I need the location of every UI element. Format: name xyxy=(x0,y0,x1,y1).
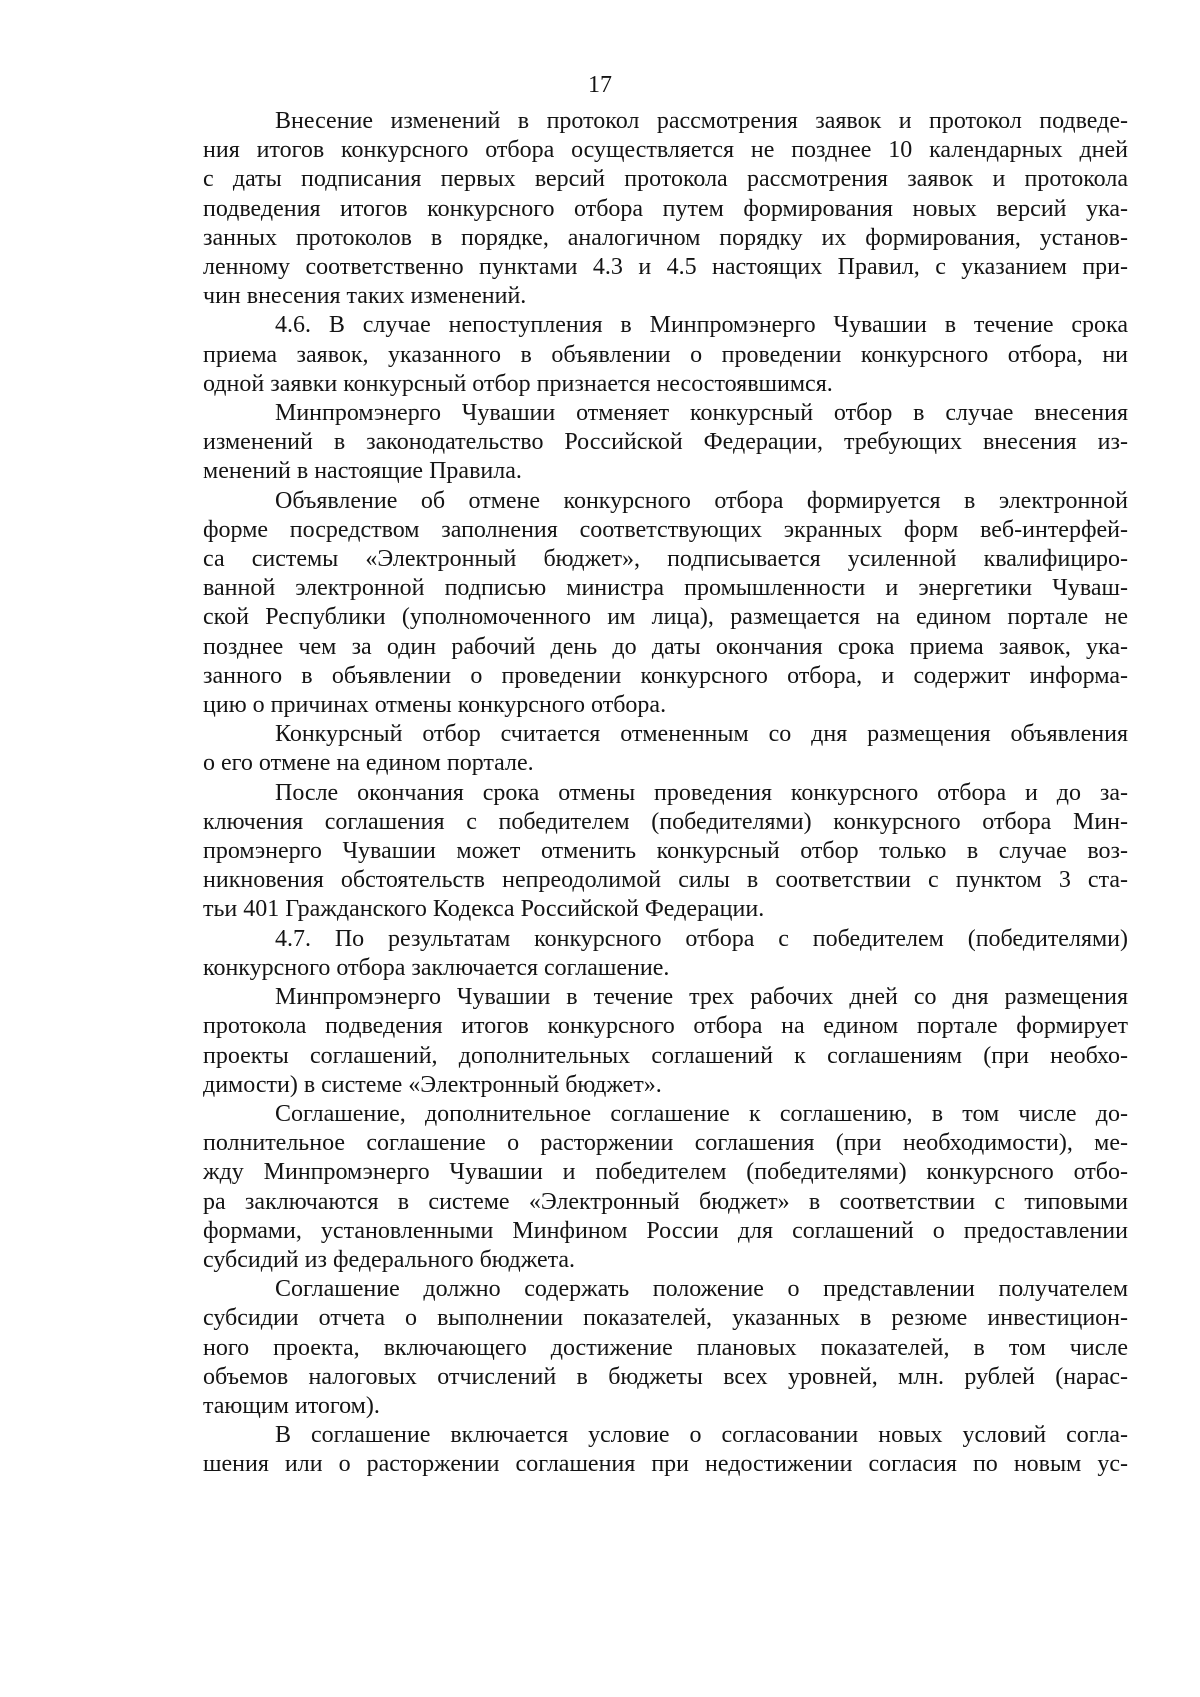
text-line: ния итогов конкурсного отбора осуществляется не позднее 10 календарных дней xyxy=(203,137,1128,164)
text-line: приема заявок, указанного в объявлении о проведении конкурсного отбора, ни xyxy=(203,341,1128,368)
text-line: менений в настоящие Правила. xyxy=(203,458,522,485)
text-line: промэнерго Чувашии может отменить конкурсный отбор только в случае воз- xyxy=(203,838,1128,865)
text-line: никновения обстоятельств непреодолимой силы в соответствии с пунктом 3 ста- xyxy=(203,867,1128,894)
paragraph xyxy=(203,487,1128,721)
text-line: В соглашение включается условие о согласовании новых условий согла- xyxy=(275,1422,1128,1449)
paragraph xyxy=(203,925,1128,983)
text-line: ра заключаются в системе «Электронный бюджет» в соответствии с типовыми xyxy=(203,1188,1128,1215)
text-line: с даты подписания первых версий протокола рассмотрения заявок и протокола xyxy=(203,166,1128,193)
text-line: занных протоколов в порядке, аналогичном порядку их формирования, установ- xyxy=(203,224,1128,251)
text-line: жду Минпромэнерго Чувашии и победителем (победителями) конкурсного отбо- xyxy=(203,1159,1128,1186)
paragraph xyxy=(203,107,1128,311)
text-line: шения или о расторжении соглашения при недостижении согласия по новым ус- xyxy=(203,1451,1128,1478)
text-line: 4.6. В случае непоступления в Минпромэнерго Чувашии в течение срока xyxy=(275,312,1128,339)
text-line: тьи 401 Гражданского Кодекса Российской Федерации. xyxy=(203,896,765,923)
text-line: формами, установленными Минфином России для соглашений о предоставлении xyxy=(203,1217,1128,1244)
text-line: форме посредством заполнения соответствующих экранных форм веб-интерфей- xyxy=(203,516,1128,543)
text-line: ской Республики (уполномоченного им лица), размещается на едином портале не xyxy=(203,604,1128,631)
text-line: димости) в системе «Электронный бюджет». xyxy=(203,1071,662,1098)
text-line: полнительное соглашение о расторжении соглашения (при необходимости), ме- xyxy=(203,1130,1128,1157)
text-line: чин внесения таких изменений. xyxy=(203,283,527,310)
text-line: одной заявки конкурсный отбор признается несостоявшимся. xyxy=(203,370,833,397)
document-body xyxy=(203,107,1128,1480)
text-line: са системы «Электронный бюджет», подписывается усиленной квалифициро- xyxy=(203,546,1128,573)
text-line: Минпромэнерго Чувашии отменяет конкурсный отбор в случае внесения xyxy=(275,400,1128,427)
text-line: Конкурсный отбор считается отмененным со дня размещения объявления xyxy=(275,721,1128,748)
text-line: позднее чем за один рабочий день до даты окончания срока приема заявок, ука- xyxy=(203,633,1128,660)
paragraph xyxy=(203,779,1128,925)
paragraph xyxy=(203,399,1128,487)
text-line: ванной электронной подписью министра промышленности и энергетики Чуваш- xyxy=(203,575,1128,602)
text-line: субсидий из федерального бюджета. xyxy=(203,1246,576,1273)
text-line: ключения соглашения с победителем (победителями) конкурсного отбора Мин- xyxy=(203,808,1128,835)
paragraph xyxy=(203,1275,1128,1421)
text-line: тающим итогом). xyxy=(203,1392,380,1419)
text-line: о его отмене на едином портале. xyxy=(203,750,534,777)
text-line: Соглашение, дополнительное соглашение к соглашению, в том числе до- xyxy=(275,1100,1128,1127)
text-line: субсидии отчета о выполнении показателей, указанных в резюме инвестицион- xyxy=(203,1305,1128,1332)
text-line: 4.7. По результатам конкурсного отбора с победителем (победителями) xyxy=(275,925,1128,952)
text-line: Внесение изменений в протокол рассмотрения заявок и протокол подведе- xyxy=(275,108,1128,134)
text-line: конкурсного отбора заключается соглашение. xyxy=(203,954,670,981)
text-line: Объявление об отмене конкурсного отбора формируется в электронной xyxy=(275,487,1128,514)
text-line: После окончания срока отмены проведения конкурсного отбора и до за- xyxy=(275,779,1128,806)
paragraph xyxy=(203,720,1128,778)
paragraph xyxy=(203,1100,1128,1275)
page-number: 17 xyxy=(588,72,612,98)
text-line: ного проекта, включающего достижение плановых показателей, в том числе xyxy=(203,1334,1128,1361)
text-line: протокола подведения итогов конкурсного отбора на едином портале формирует xyxy=(203,1013,1128,1040)
text-line: ленному соответственно пунктами 4.3 и 4.5 настоящих Правил, с указанием при- xyxy=(203,254,1128,281)
text-line: занного в объявлении о проведении конкурсного отбора, и содержит информа- xyxy=(203,662,1128,689)
text-line: изменений в законодательство Российской Федерации, требующих внесения из- xyxy=(203,429,1128,456)
paragraph xyxy=(203,983,1128,1100)
text-line: Минпромэнерго Чувашии в течение трех рабочих дней со дня размещения xyxy=(275,984,1128,1011)
text-line: проекты соглашений, дополнительных соглашений к соглашениям (при необхо- xyxy=(203,1042,1128,1069)
text-line: цию о причинах отмены конкурсного отбора. xyxy=(203,692,667,719)
text-line: Соглашение должно содержать положение о представлении получателем xyxy=(275,1276,1128,1303)
text-line: подведения итогов конкурсного отбора путем формирования новых версий ука- xyxy=(203,195,1128,222)
paragraph xyxy=(203,311,1128,399)
text-line: объемов налоговых отчислений в бюджеты всех уровней, млн. рублей (нарас- xyxy=(203,1363,1128,1390)
paragraph xyxy=(203,1421,1128,1479)
